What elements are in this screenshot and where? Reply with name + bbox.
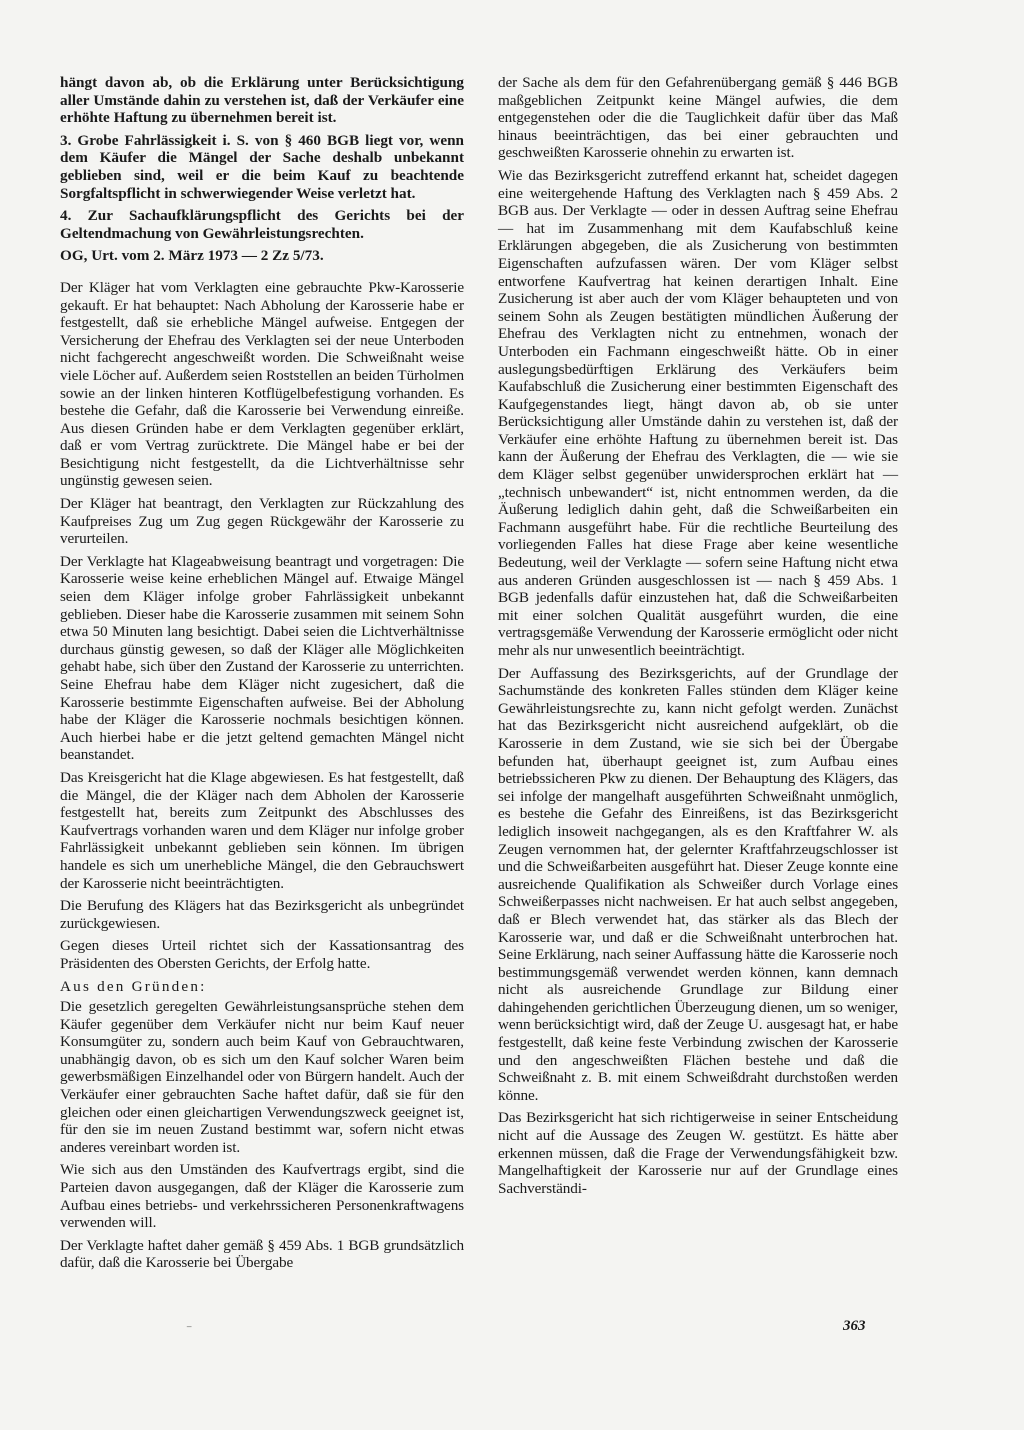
body-paragraph: Wie das Bezirksgericht zutreffend erkannt hat, scheidet dagegen eine weitergehende Haftung des Verklagten nach § 459 Abs. 2 BGB aus. Der Verklagte — oder in dessen Auftrag seine Ehefrau — hat im Zusammenhang mit dem Kaufabschluß keine Erklärungen abgegeben, die als Zusicherung von bestimmten Eigenschaften aufzufassen wären. Der vom Kläger selbst entworfene Kaufvertrag hat keinen derartigen Inhalt. Eine Zusicherung ist aber auch der vom Kläger behaupteten und von seinem Sohn als Zeugen bestätigten mündlichen Äußerung der Ehefrau des Verklagten nicht zu entnehmen, wonach der Unterboden ein Fachmann eingeschweißt hätte. Ob in einer auslegungsbedürftigen Erklärung des Verkäufers beim Kaufabschluß die Zusicherung einer bestimmten Eigenschaft des Kaufgegenstandes liegt, hängt davon ab, ob sie unter Berücksichtigung aller Umstände dahin zu verstehen ist, daß der Verkäufer eine erhöhte Haftung zu übernehmen bereit ist. Das kann der Äußerung der Ehefrau des Verklagten, die — wie sie dem Kläger selbst gegenüber unwidersprochen erklärt hat — „technisch unbewandert“ ist, nicht entnommen werden, da die Äußerung lediglich dahin geht, daß die Schweißarbeiten ein Fachmann ausgeführt habe. Für die rechtliche Beurteilung des vorliegenden Falles hat diese Frage aber keine wesentliche Bedeutung, weil der Verklagte — sofern seine Haftung nicht etwa aus anderen Gründen ausgeschlossen ist — nach § 459 Abs. 1 BGB jedenfalls dafür einzustehen hat, daß die Schweißarbeiten mit einer solchen Qualität ausgeführt wurden, die eine vertragsgemäße Verwendung der Karosserie ermöglicht oder nicht mehr als nur unwesentlich beeinträchtigt. <box>498 166 898 659</box>
reasons-paragraph: Die gesetzlich geregelten Gewährleistungsansprüche stehen dem Käufer gegenüber dem Verkäufer nicht nur beim Kauf neuer Konsumgüter zu, sondern auch beim Kauf von Gebrauchtwaren, unabhängig davon, ob es sich um den Kauf solcher Waren beim gewerbsmäßigen Einzelhandel oder von Bürgern handelt. Auch der Verkäufer einer gebrauchten Sache haftet dafür, daß sie für den gleichen oder einen gleichartigen Verwendungszweck geeignet ist, für den sie im neuen Zustand bestimmt war, sofern nicht etwas anderes vereinbart worden ist. <box>60 998 464 1156</box>
body-paragraph: Der Kläger hat vom Verklagten eine gebrauchte Pkw-Karosserie gekauft. Er hat behauptet: Nach Abholung der Karosserie habe er festgestellt, daß sie erhebliche Mängel aufweise. Entgegen der Versicherung der Ehefrau des Verklagten sei der neue Unterboden nicht fachgerecht angeschweißt worden. Die Schweißnaht weise viele Löcher auf. Außerdem seien Roststellen an beiden Türholmen sowie an der linken hinteren Kotflügelbefestigung vorhanden. Es bestehe die Gefahr, daß die Karosserie bei Verwendung einreiße. Aus diesen Gründen habe er dem Verklagten gegenüber erklärt, daß er vom Vertrag zurücktrete. Die Mängel habe er bei der Besichtigung nicht festgestellt, da die Lichtverhältnisse sehr ungünstig gewesen seien. <box>60 278 464 490</box>
body-paragraph: Gegen dieses Urteil richtet sich der Kassationsantrag des Präsidenten des Obersten Gerichts, der Erfolg hatte. <box>60 937 464 972</box>
spacer <box>60 270 464 279</box>
headnote-4: 4. Zur Sachaufklärungspflicht des Gerichts bei der Geltendmachung von Gewährleistungsrechten. <box>60 207 464 242</box>
body-paragraph: Der Kläger hat beantragt, den Verklagten zur Rückzahlung des Kaufpreises Zug um Zug gegen Rückgewähr der Karosserie zu verurteilen. <box>60 495 464 548</box>
body-paragraph: Das Bezirksgericht hat sich richtigerweise in seiner Entscheidung nicht auf die Aussage des Zeugen W. gestützt. Es hätte aber erkennen müssen, daß die Frage der Verwendungsfähigkeit bzw. Mangelhaftigkeit der Karosserie nur auf der Grundlage eines Sachverständi- <box>498 1109 898 1197</box>
body-paragraph: Das Kreisgericht hat die Klage abgewiesen. Es hat festgestellt, daß die Mängel, die der Kläger nach dem Abholen der Karosserie festgestellt hat, bereits zum Zeitpunkt des Abschlusses des Kaufvertrags vorhanden waren und dem Kläger nur infolge grober Fahrlässigkeit unbekannt geblieben sein können. Im übrigen handele es sich um unerhebliche Mängel, die den Gebrauchswert der Karosserie nicht beeinträchtigten. <box>60 768 464 892</box>
section-heading: Aus den Gründen: <box>60 977 207 995</box>
headnote-intro: hängt davon ab, ob die Erklärung unter Berücksichtigung aller Umstände dahin zu verstehen ist, daß der Verkäufer eine erhöhte Haftung zu übernehmen bereit ist. <box>60 74 464 127</box>
reasons-paragraph: Wie sich aus den Umständen des Kaufvertrags ergibt, sind die Parteien davon ausgegangen, daß der Kläger die Karosserie zum Aufbau eines betriebs- und verkehrssicheren Personenkraftwagens verwenden will. <box>60 1161 464 1232</box>
body-paragraph: Der Verklagte hat Klageabweisung beantragt und vorgetragen: Die Karosserie weise keine erheblichen Mängel auf. Etwaige Mängel seien dem Kläger infolge grober Fahrlässigkeit unbekannt geblieben. Dieser habe die Karosserie zusammen mit seinem Sohn etwa 50 Minuten lang besichtigt. Dabei seien die Lichtverhältnisse durchaus günstig gewesen, so daß der Kläger alle Möglichkeiten gehabt habe, sich über den Zustand der Karosserie zu unterrichten. Seine Ehefrau habe dem Kläger nicht zugesichert, daß die Karosserie bestimmte Eigenschaften aufweise. Bei der Abholung habe der Kläger die Karosserie nochmals besichtigen können. Auch hierbei habe er die jetzt geltend gemachten Mängel nicht beanstandet. <box>60 552 464 764</box>
body-paragraph: der Sache als dem für den Gefahrenübergang gemäß § 446 BGB maßgeblichen Zeitpunkt keine Mängel aufwies, die dem entgegenstehen oder die die Tauglichkeit dafür über das Maß hinaus beeinträchtigen, das bei einer gebrauchten und geschweißten Karosserie ohnehin zu erwarten ist. <box>498 74 898 162</box>
body-paragraph: Der Auffassung des Bezirksgerichts, auf der Grundlage der Sachumstände des konkreten Falles stünden dem Kläger keine Gewährleistungsrechte zu, kann nicht gefolgt werden. Zunächst hat das Bezirksgericht nicht ausreichend aufgeklärt, ob die Karosserie in dem Zustand, wie sie sich bei der Übergabe befunden hat, überhaupt geeignet ist, zum Aufbau eines betriebssicheren Pkw zu dienen. Der Behauptung des Klägers, das sei infolge der mangelhaft ausgeführten Schweißnaht unmöglich, es bestehe die Gefahr des Einreißens, ist das Bezirksgericht lediglich insoweit nachgegangen, als es den Kraftfahrer W. als Zeugen vernommen hat, der gelernter Kraftfahrzeugschlosser ist und die Schweißarbeiten ausgeführt hat. Dieser Zeuge konnte eine ausreichende Qualifikation als Schweißer durch Vorlage eines Schweißerpasses nicht nachweisen. Er hat auch selbst angegeben, daß er Blech verwendet hat, das stärker als das Blech der Karosserie war, und daß er die Schweißnaht unterbrochen hat. Seine Erklärung, nach seiner Auffassung hätte die Karosserie noch bestimmungsgemäß verwendet werden können, kann demnach nicht als ausreichende Grundlage zur Bildung einer dahingehenden gerichtlichen Überzeugung dienen, um so weniger, wenn berücksichtigt wird, daß der Zeuge U. ausgesagt hat, er habe festgestellt, daß keine feste Verbindung zwischen der Karosserie und den angeschweißten Flächen bestehe und daß die Schweißnaht z. B. mit einem Schweißdraht durchstoßen werden könne. <box>498 664 898 1104</box>
headnote-3: 3. Grobe Fahrlässigkeit i. S. von § 460 BGB liegt vor, wenn dem Käufer die Mängel der Sache deshalb unbekannt geblieben sind, weil er die beim Kauf zu beachtende Sorgfaltspflicht in schwerwiegender Weise verletzt hat. <box>60 131 464 202</box>
left-column <box>60 74 464 1277</box>
body-paragraph: Die Berufung des Klägers hat das Bezirksgericht als unbegründet zurückgewiesen. <box>60 897 464 932</box>
scan-mark-icon: ⁻ <box>186 1322 193 1336</box>
page-number: 363 <box>843 1318 866 1334</box>
reasons-paragraph: Der Verklagte haftet daher gemäß § 459 Abs. 1 BGB grundsätzlich dafür, daß die Karosserie bei Übergabe <box>60 1236 464 1272</box>
citation: OG, Urt. vom 2. März 1973 — 2 Zz 5/73. <box>60 247 324 265</box>
right-column <box>498 74 898 1202</box>
